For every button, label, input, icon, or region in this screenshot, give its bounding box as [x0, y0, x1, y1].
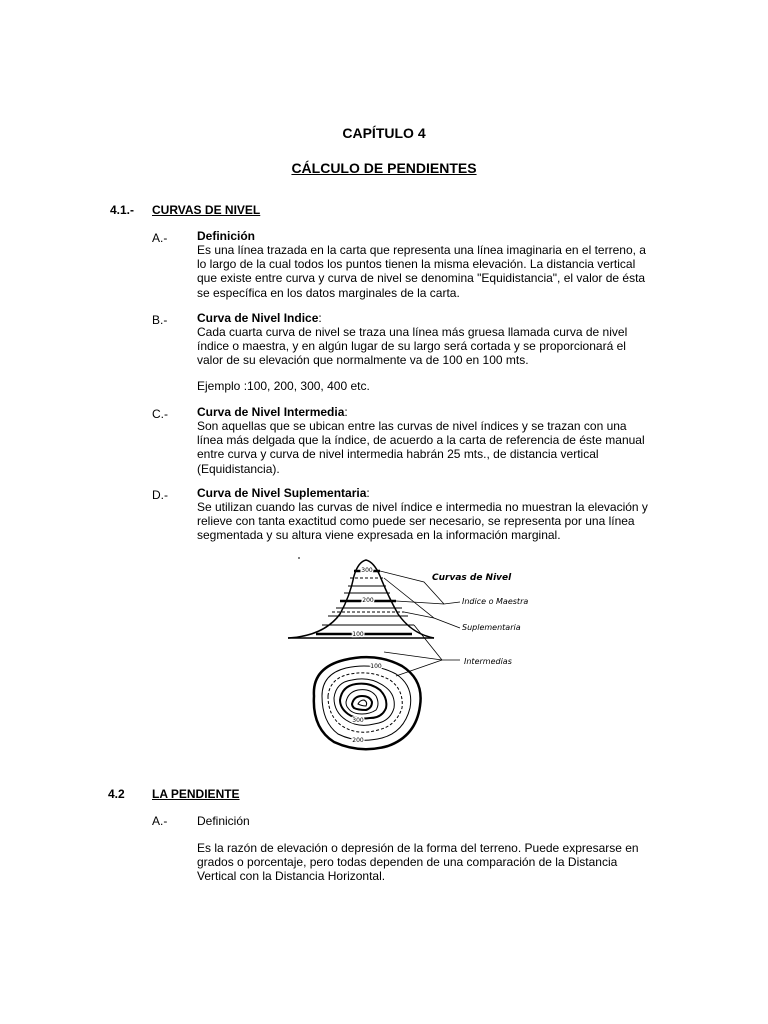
- section-number-4-1: 4.1.-: [110, 203, 135, 217]
- item-title-colon: :: [318, 311, 322, 325]
- item-letter-b: B.-: [152, 313, 168, 327]
- text-line: línea más delgada que la índice, de acuerdo a la carta de referencia de éste manual: [197, 433, 645, 448]
- contour-figure: [284, 556, 544, 756]
- item-title-text: Curva de Nivel Indice: [197, 311, 319, 325]
- profile-label-100: 100: [352, 631, 364, 638]
- text-line: que existe entre curva y curva de nivel se denomina "Equidistancia", el valor de ésta: [197, 271, 646, 286]
- item-title-colon: :: [366, 486, 370, 500]
- item-title-colon: :: [344, 405, 348, 419]
- legend-indice: Indice o Maestra: [462, 597, 529, 606]
- item-letter-c: C.-: [152, 407, 168, 421]
- text-line: índice o maestra, y en algún lugar de su largo será cortada y se proporcionará el: [197, 339, 626, 354]
- text-line: se específica en los datos marginales de la carta.: [197, 285, 460, 300]
- plan-label-300: 300: [352, 717, 364, 724]
- text-line: grados o porcentaje, pero todas dependen de una comparación de la Distancia: [197, 855, 618, 870]
- paragraph-pendiente: [197, 841, 661, 884]
- text-line: Se utilizan cuando las curvas de nivel índice e intermedia no muestran la elevación y: [197, 500, 648, 514]
- item-title-indice: [197, 311, 322, 325]
- section-heading-curvas: CURVAS DE NIVEL: [152, 203, 261, 217]
- item-title-text: Curva de Nivel Intermedia: [197, 405, 345, 419]
- legend-suplementaria: Suplementaria: [462, 623, 521, 632]
- chapter-subtitle: CÁLCULO DE PENDIENTES: [291, 160, 477, 176]
- chapter-title: CAPÍTULO 4: [342, 125, 426, 141]
- text-line: Es una línea trazada en la carta que representa una línea imaginaria en el terreno, a: [197, 243, 646, 257]
- section-heading-pendiente: LA PENDIENTE: [152, 787, 240, 801]
- text-line: Cada cuarta curva de nivel se traza una línea más gruesa llamada curva de nivel: [197, 325, 628, 339]
- figure-title: Curvas de Nivel: [432, 573, 512, 583]
- contour-plan-view: [314, 657, 421, 749]
- item-title-text: Curva de Nivel Suplementaria: [197, 486, 367, 500]
- section-number-4-2: 4.2: [108, 787, 125, 801]
- item-letter-a-2: A.-: [152, 814, 168, 828]
- text-line: segmentada y su altura viene expresada en la información marginal.: [197, 528, 561, 543]
- legend-intermedias: Intermedias: [464, 657, 512, 666]
- text-line: Son aquellas que se ubican entre las curvas de nivel índices y se trazan con una: [197, 419, 627, 433]
- paragraph-indice: [197, 325, 627, 368]
- plan-label-200: 200: [352, 737, 364, 744]
- paragraph-definicion: [197, 243, 646, 300]
- paragraph-suplementaria: [197, 500, 648, 543]
- paragraph-intermedia: [197, 419, 661, 476]
- profile-label-200: 200: [362, 597, 374, 604]
- profile-label-300: 300: [361, 567, 373, 574]
- text-line: valor de su elevación que normalmente va de 100 en 100 mts.: [197, 353, 529, 368]
- text-line: relieve con tanta exactitud como puede ser necesario, se representa por una línea: [197, 514, 635, 529]
- item-title-definicion-2: Definición: [197, 814, 250, 828]
- text-line: (Equidistancia).: [197, 461, 280, 476]
- item-letter-a: A.-: [152, 231, 168, 245]
- text-line: Es la razón de elevación o depresión de la forma del terreno. Puede expresarse en: [197, 841, 639, 855]
- text-line: Vertical con la Distancia Horizontal.: [197, 869, 386, 884]
- text-line: entre curva y curva de nivel intermedia habrán 25 mts., de distancia vertical: [197, 447, 599, 462]
- item-title-suplementaria: [197, 486, 370, 500]
- example-line: Ejemplo :100, 200, 300, 400 etc.: [197, 379, 370, 393]
- item-title-definicion: Definición: [197, 229, 256, 243]
- text-line: lo largo de la cual todos los puntos tienen la misma elevación. La distancia vertical: [197, 257, 636, 272]
- item-title-intermedia: [197, 405, 348, 419]
- item-letter-d: D.-: [152, 488, 168, 502]
- plan-label-100: 100: [370, 663, 382, 670]
